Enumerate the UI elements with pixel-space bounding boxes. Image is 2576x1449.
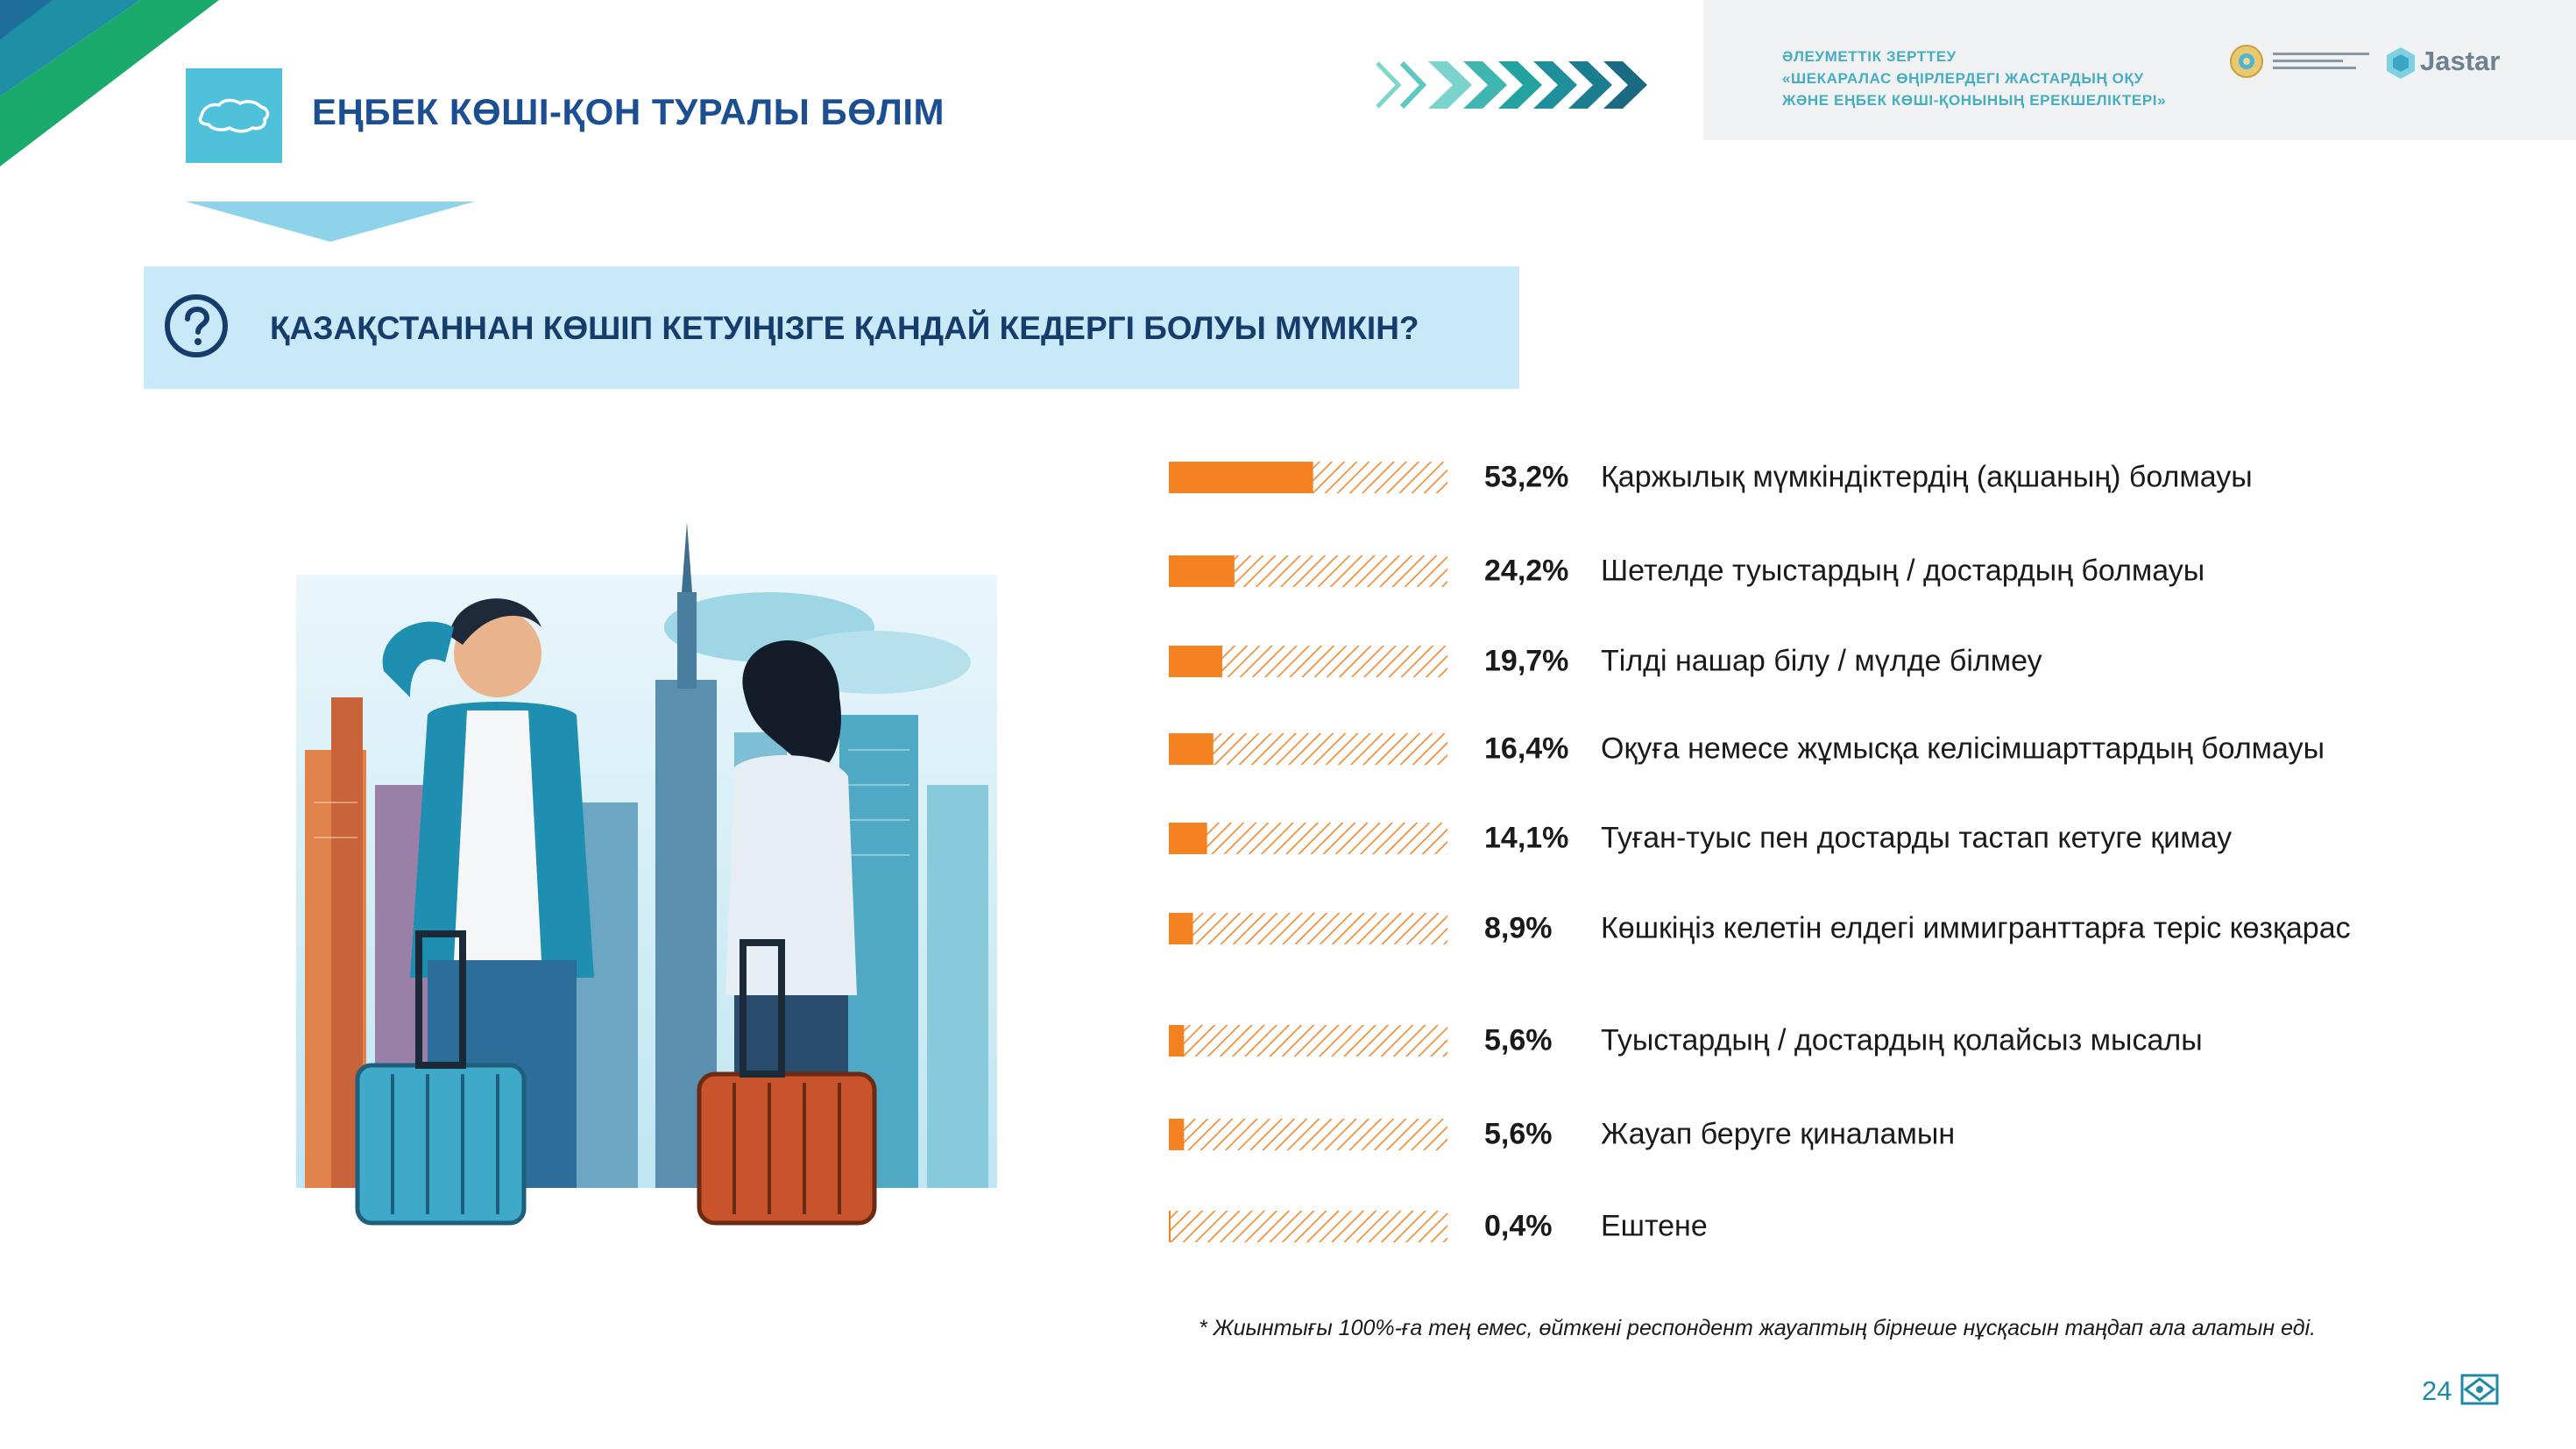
bar-track	[1169, 1025, 1447, 1057]
bar-track	[1169, 823, 1447, 854]
bar-track	[1169, 1211, 1447, 1242]
bar-value-label: 19,7%	[1484, 644, 1569, 678]
section-icon	[186, 68, 282, 163]
bar-value-label: 16,4%	[1484, 732, 1569, 766]
study-title-line-2: «ШЕКАРАЛАС ӨҢІРЛЕРДЕГІ ЖАСТАРДЫҢ ОҚУ	[1782, 70, 2144, 87]
question-box	[144, 266, 1519, 389]
bar	[1169, 555, 1235, 587]
bar-value-label: 53,2%	[1484, 460, 1569, 494]
bar	[1169, 913, 1193, 944]
bar-value-label: 8,9%	[1484, 911, 1553, 945]
study-title	[1782, 46, 2166, 111]
bar	[1169, 823, 1207, 854]
bar-value-label: 5,6%	[1484, 1117, 1553, 1151]
bar	[1169, 733, 1214, 765]
ornament-icon	[2459, 1372, 2501, 1407]
bar-track	[1169, 913, 1447, 944]
bar-chart	[1169, 438, 1467, 1262]
chevron-decoration	[1367, 56, 1674, 114]
footnote: * Жиынтығы 100%-ға тең емес, өйткені респондент жауаптың бірнеше нұсқасын таңдап ала алатын еді.	[1199, 1316, 2317, 1340]
study-banner	[1703, 0, 2576, 140]
bar-track	[1169, 1119, 1447, 1150]
page-number: 24	[2422, 1375, 2452, 1406]
bar	[1169, 1025, 1184, 1057]
bar-category-label: Шетелде туыстардың / достардың болмауы	[1601, 554, 2205, 588]
question-mark-icon	[163, 293, 230, 359]
travelers-illustration	[279, 522, 1018, 1239]
jastar-logo-text: Jastar	[2420, 46, 2501, 76]
jastar-logo-icon	[2385, 46, 2417, 81]
kazakhstan-map-icon	[195, 91, 273, 140]
bar-value-label: 24,2%	[1484, 554, 1569, 588]
bar-category-label: Тілді нашар білу / мүлде білмеу	[1601, 644, 2042, 678]
bar-value-label: 0,4%	[1484, 1209, 1553, 1243]
bar	[1169, 646, 1222, 677]
section-pointer-decoration	[186, 201, 475, 242]
study-title-line-1: ӘЛЕУМЕТТІК ЗЕРТТЕУ	[1782, 48, 1957, 65]
bar-category-label: Оқуға немесе жұмысқа келісімшарттардың болмауы	[1601, 732, 2325, 766]
state-emblem-icon	[2229, 44, 2264, 79]
bar-value-label: 14,1%	[1484, 821, 1569, 855]
bar-category-label: Туған-туыс пен достарды тастап кетуге қимау	[1601, 821, 2233, 855]
bar-category-label: Қаржылық мүмкіндіктердің (ақшаның) болмауы	[1601, 460, 2253, 494]
bar-category-label: Туыстардың / достардың қолайсыз мысалы	[1601, 1023, 2203, 1057]
bar	[1169, 1119, 1184, 1150]
bar-category-label: Жауап беруге қиналамын	[1601, 1117, 1956, 1151]
study-title-line-3: ЖӘНЕ ЕҢБЕК КӨШІ-ҚОНЫНЫҢ ЕРЕКШЕЛІКТЕРІ»	[1782, 92, 2167, 109]
section-title: ЕҢБЕК КӨШІ-ҚОН ТУРАЛЫ БӨЛІМ	[312, 91, 945, 132]
bar	[1169, 1211, 1171, 1242]
bar-category-label: Көшкіңіз келетін елдегі иммигранттарға теріс көзқарас	[1601, 911, 2351, 945]
question-text: ҚАЗАҚСТАННАН КӨШІП КЕТУІҢІЗГЕ ҚАНДАЙ КЕДЕРГІ БОЛУЫ МҮМКІН?	[270, 310, 1419, 346]
bar-category-label: Ештене	[1601, 1209, 1708, 1243]
bar	[1169, 462, 1313, 493]
bar-value-label: 5,6%	[1484, 1023, 1553, 1057]
ministry-text-decoration	[2273, 51, 2378, 80]
